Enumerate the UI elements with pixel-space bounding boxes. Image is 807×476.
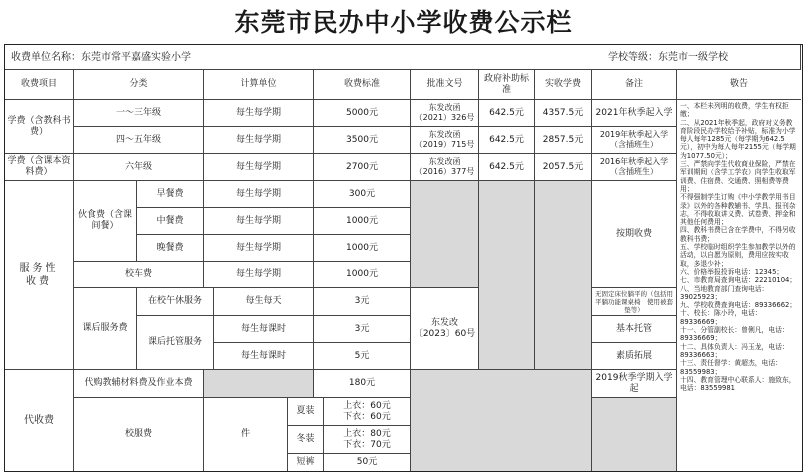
care-service-remark: 基本托管 <box>592 316 677 343</box>
tuition-unit: 每生每学期 <box>204 154 314 181</box>
tuition-actual: 2057.5元 <box>535 154 592 181</box>
uniform-price: 上衣：80元 下衣：70元 <box>324 426 411 454</box>
tuition-actual: 2857.5元 <box>535 127 592 154</box>
tuition-remark: 2021年秋季起入学 <box>592 100 677 127</box>
blank-cell <box>479 181 535 370</box>
care-service-unit: 每生每课时 <box>214 343 314 370</box>
header-item: 收费项目 <box>5 70 74 100</box>
meal-name: 早餐费 <box>137 181 204 208</box>
meal-remark: 按期收费 <box>592 181 677 288</box>
header-category: 分类 <box>74 70 204 100</box>
agency-fee-label: 代收费 <box>5 370 74 471</box>
meal-fee-label: 伙食费（含课间餐） <box>74 181 137 262</box>
tuition-unit: 每生每学期 <box>204 100 314 127</box>
page-title: 东莞市民办中小学收费公示栏 <box>234 8 573 37</box>
header-unit: 计算单位 <box>204 70 314 100</box>
bus-fee-standard: 1000元 <box>314 262 411 288</box>
nap-service-unit: 每生每天 <box>214 288 314 316</box>
meal-standard: 1000元 <box>314 235 411 262</box>
uniform-kind: 夏装 <box>288 398 324 426</box>
tuition-grade: 四～五年级 <box>74 127 204 154</box>
meal-standard: 300元 <box>314 181 411 208</box>
bus-fee-label: 校车费 <box>74 262 204 288</box>
nap-service-standard: 3元 <box>314 288 411 316</box>
blank-cell <box>411 181 479 288</box>
nap-service-label: 在校午休服务 <box>137 288 214 316</box>
tuition-remark: 2016年秋季起入学（含插班生） <box>592 154 677 181</box>
school-grade-label: 学校等级： <box>608 51 658 63</box>
header-notice: 敬告 <box>677 70 801 100</box>
tuition-doc: 东发改函（2016）377号 <box>411 154 479 181</box>
meal-name: 晚餐费 <box>137 235 204 262</box>
tuition-grade: 六年级 <box>74 154 204 181</box>
meal-unit: 每生每学期 <box>204 208 314 235</box>
care-service-label: 课后托管服务 <box>137 316 214 370</box>
tuition-subsidy: 642.5元 <box>479 154 535 181</box>
tuition-subsidy: 642.5元 <box>479 100 535 127</box>
tuition-label-a: 学费（含教科书费） <box>5 100 74 154</box>
tuition-standard: 5000元 <box>314 100 411 127</box>
tuition-doc: 东发改函（2021）326号 <box>411 100 479 127</box>
books-fee-standard: 180元 <box>314 370 411 398</box>
meal-unit: 每生每学期 <box>204 181 314 208</box>
tuition-doc: 东发改函（2019）715号 <box>411 127 479 154</box>
meal-standard: 1000元 <box>314 208 411 235</box>
tuition-actual: 4357.5元 <box>535 100 592 127</box>
after-school-fee-label: 课后服务费 <box>74 288 137 370</box>
blank-cell <box>535 181 592 370</box>
tuition-unit: 每生每学期 <box>204 127 314 154</box>
uniform-fee-label: 校服费 <box>74 398 204 471</box>
service-fee-label: 服务性 收费 <box>5 181 74 370</box>
tuition-standard: 2700元 <box>314 154 411 181</box>
tuition-subsidy: 642.5元 <box>479 127 535 154</box>
fee-notice-table <box>4 44 803 472</box>
notice-text: 一、本栏未列明的收费，学生有权拒缴； 二、从2021年秋季起，政府对义务教育阶段民办学校给予补贴，标准为小学每人每年1285元（每学期为642.5元），初中为每人每年2155元（每学期为1077.50元）； 三、严禁向学生代收商业保险，严禁在军训期间（含学工学农）向学生收取军训费、住宿费、交通费、照相费等费用； 不得强制学生订购《中小学教学用书目录》以外的各种教辅书、学具、报刊杂志，不得收取讲义费、试卷费、押金和其他任何费用； 四、教科书费已含在学费中，不得另收教科书费； 五、学校临时组织学生参加教学以外的活动，以自愿为原则，费用应按实收取，多退少补； 六、价格举报投诉电话：12345； 七、市教育局查询电话：22210104； 八、当地教育部门查询电话：39025923； 九、学校收费查询电话：89336662； 十、校长：陈小玲，电话：89336669； 十一、分管副校长：曾俐凡，电话：89336669； 十二、具体负责人：冯玉龙，电话：89336663； 十三、责任督学：黄超杰，电话：83559983； 十四、教育管理中心联系人：施致东，电话：83559981 <box>680 102 797 393</box>
blank-cell <box>592 398 677 471</box>
blank-cell <box>204 370 314 398</box>
care-service-remark: 素质拓展 <box>592 343 677 370</box>
header-actual: 实收学费 <box>535 70 592 100</box>
uniform-price: 50元 <box>324 454 411 471</box>
tuition-standard: 3500元 <box>314 127 411 154</box>
bus-fee-unit: 每生每学期 <box>204 262 314 288</box>
meal-name: 中餐费 <box>137 208 204 235</box>
unit-name-label: 收费单位名称： <box>11 51 81 63</box>
meal-unit: 每生每学期 <box>204 235 314 262</box>
tuition-grade: 一～三年级 <box>74 100 204 127</box>
header-doc: 批准文号 <box>411 70 479 100</box>
school-name-row <box>5 45 801 70</box>
uniform-price: 上衣：60元 下衣：60元 <box>324 398 411 426</box>
header-subsidy: 政府补助标准 <box>479 70 535 100</box>
books-fee-label: 代购教辅材料费及作业本费 <box>74 370 204 398</box>
tuition-remark: 2019年秋季起入学（含插班生） <box>592 127 677 154</box>
header-standard: 收费标准 <box>314 70 411 100</box>
uniform-kind: 冬装 <box>288 426 324 454</box>
care-service-standard: 3元 <box>314 316 411 343</box>
nap-service-remark: 无固定床位躺平的（包括用平躺功能课桌椅 使用被套垫等） <box>592 288 677 316</box>
care-service-unit: 每生每课时 <box>214 316 314 343</box>
school-grade: 东莞市一级学校 <box>658 51 728 63</box>
unit-name: 东莞市常平嘉盛实验小学 <box>81 51 191 63</box>
uniform-kind: 短裤 <box>288 454 324 471</box>
blank-cell <box>411 370 592 471</box>
header-remark: 备注 <box>592 70 677 100</box>
uniform-fee-unit: 件 <box>204 398 288 471</box>
care-service-standard: 5元 <box>314 343 411 370</box>
books-fee-remark: 2019秋季学期入学起 <box>592 370 677 398</box>
tuition-label-b: 学费（含课本资料费） <box>5 154 74 181</box>
after-school-doc: 东发改〔2023〕60号 <box>411 288 479 370</box>
